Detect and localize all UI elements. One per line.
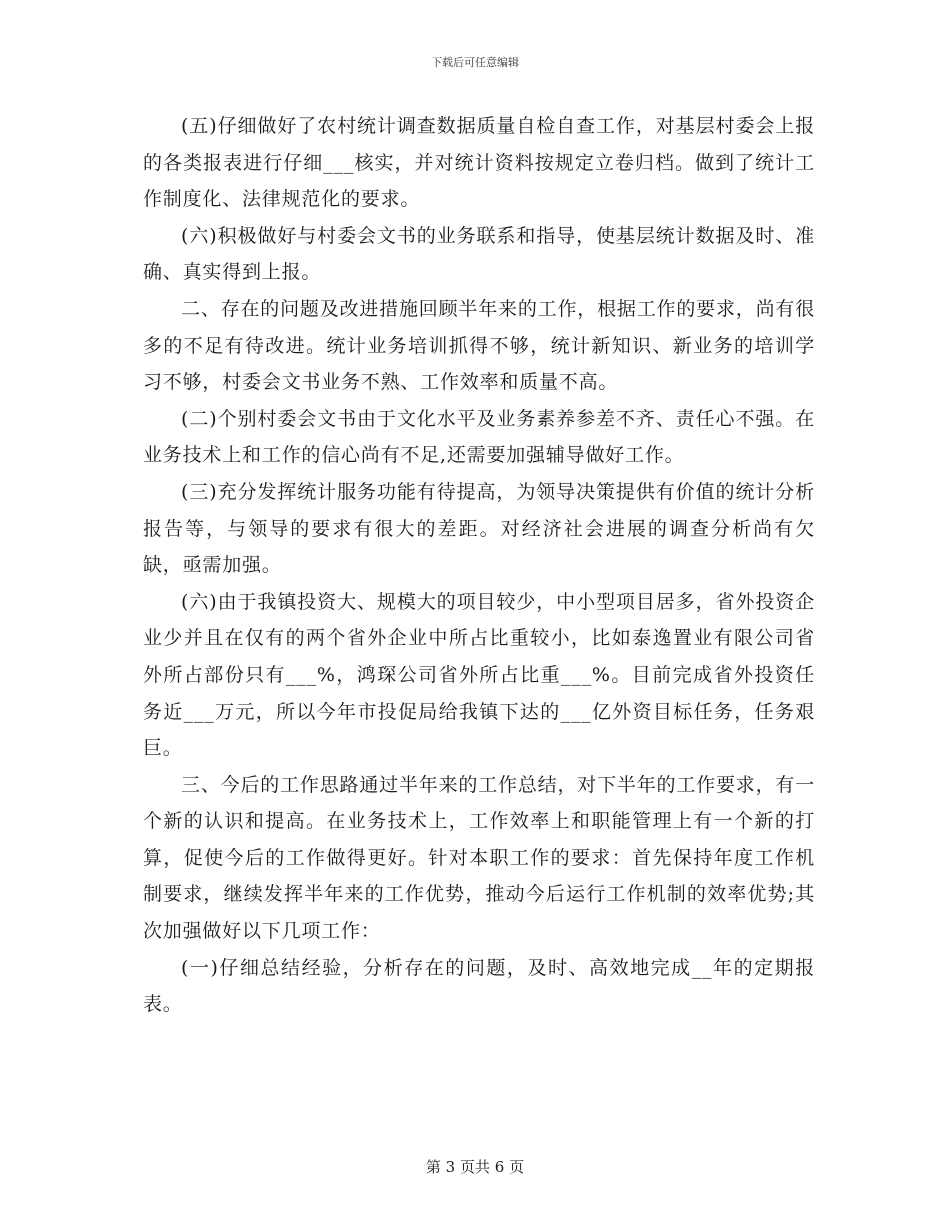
- paragraph-problems: 二、存在的问题及改进措施回顾半年来的工作，根据工作的要求，尚有很多的不足有待改进。统计业务培训抓得不够，统计新知识、新业务的培训学习不够，村委会文书业务不熟、工作效率和质量不高。: [143, 297, 815, 394]
- page-number: 第 3 页共 6 页: [425, 1158, 525, 1176]
- paragraph-clerk-quality: (二)个别村委会文书由于文化水平及业务素养参差不齐、责任心不强。在业务技术上和工作的信心尚有不足,还需要加强辅导做好工作。: [143, 407, 815, 467]
- paragraph-village-liaison: (六)积极做好与村委会文书的业务联系和指导，使基层统计数据及时、准确、真实得到上报。: [143, 224, 815, 284]
- paragraph-service-function: (三)充分发挥统计服务功能有待提高，为领导决策提供有价值的统计分析报告等，与领导的要求有很大的差距。对经济社会进展的调查分析尚有欠缺，亟需加强。: [143, 480, 815, 577]
- paragraph-future-plan: 三、今后的工作思路通过半年来的工作总结，对下半年的工作要求，有一个新的认识和提高。在业务技术上，工作效率上和职能管理上有一个新的打算，促使今后的工作做得更好。针对本职工作的要求：首先保持年度工作机制要求，继续发挥半年来的工作优势，推动今后运行工作机制的效率优势;其次加强做好以下几项工作：: [143, 773, 815, 943]
- document-body: [143, 108, 815, 1023]
- paragraph-summary-reports: (一)仔细总结经验，分析存在的问题，及时、高效地完成__年的定期报表。: [143, 956, 815, 1016]
- download-note: 下载后可任意编辑: [431, 56, 519, 69]
- paragraph-quality-check: (五)仔细做好了农村统计调查数据质量自检自查工作，对基层村委会上报的各类报表进行仔细___核实，并对统计资料按规定立卷归档。做到了统计工作制度化、法律规范化的要求。: [143, 115, 815, 211]
- paragraph-investment: (六)由于我镇投资大、规模大的项目较少，中小型项目居多，省外投资企业少并且在仅有的两个省外企业中所占比重较小，比如泰逸置业有限公司省外所占部份只有___%，鸿琛公司省外所占比重___%。目前完成省外投资任务近___万元，所以今年市投促局给我镇下达的___亿外资目标任务，任务艰巨。: [143, 590, 815, 760]
